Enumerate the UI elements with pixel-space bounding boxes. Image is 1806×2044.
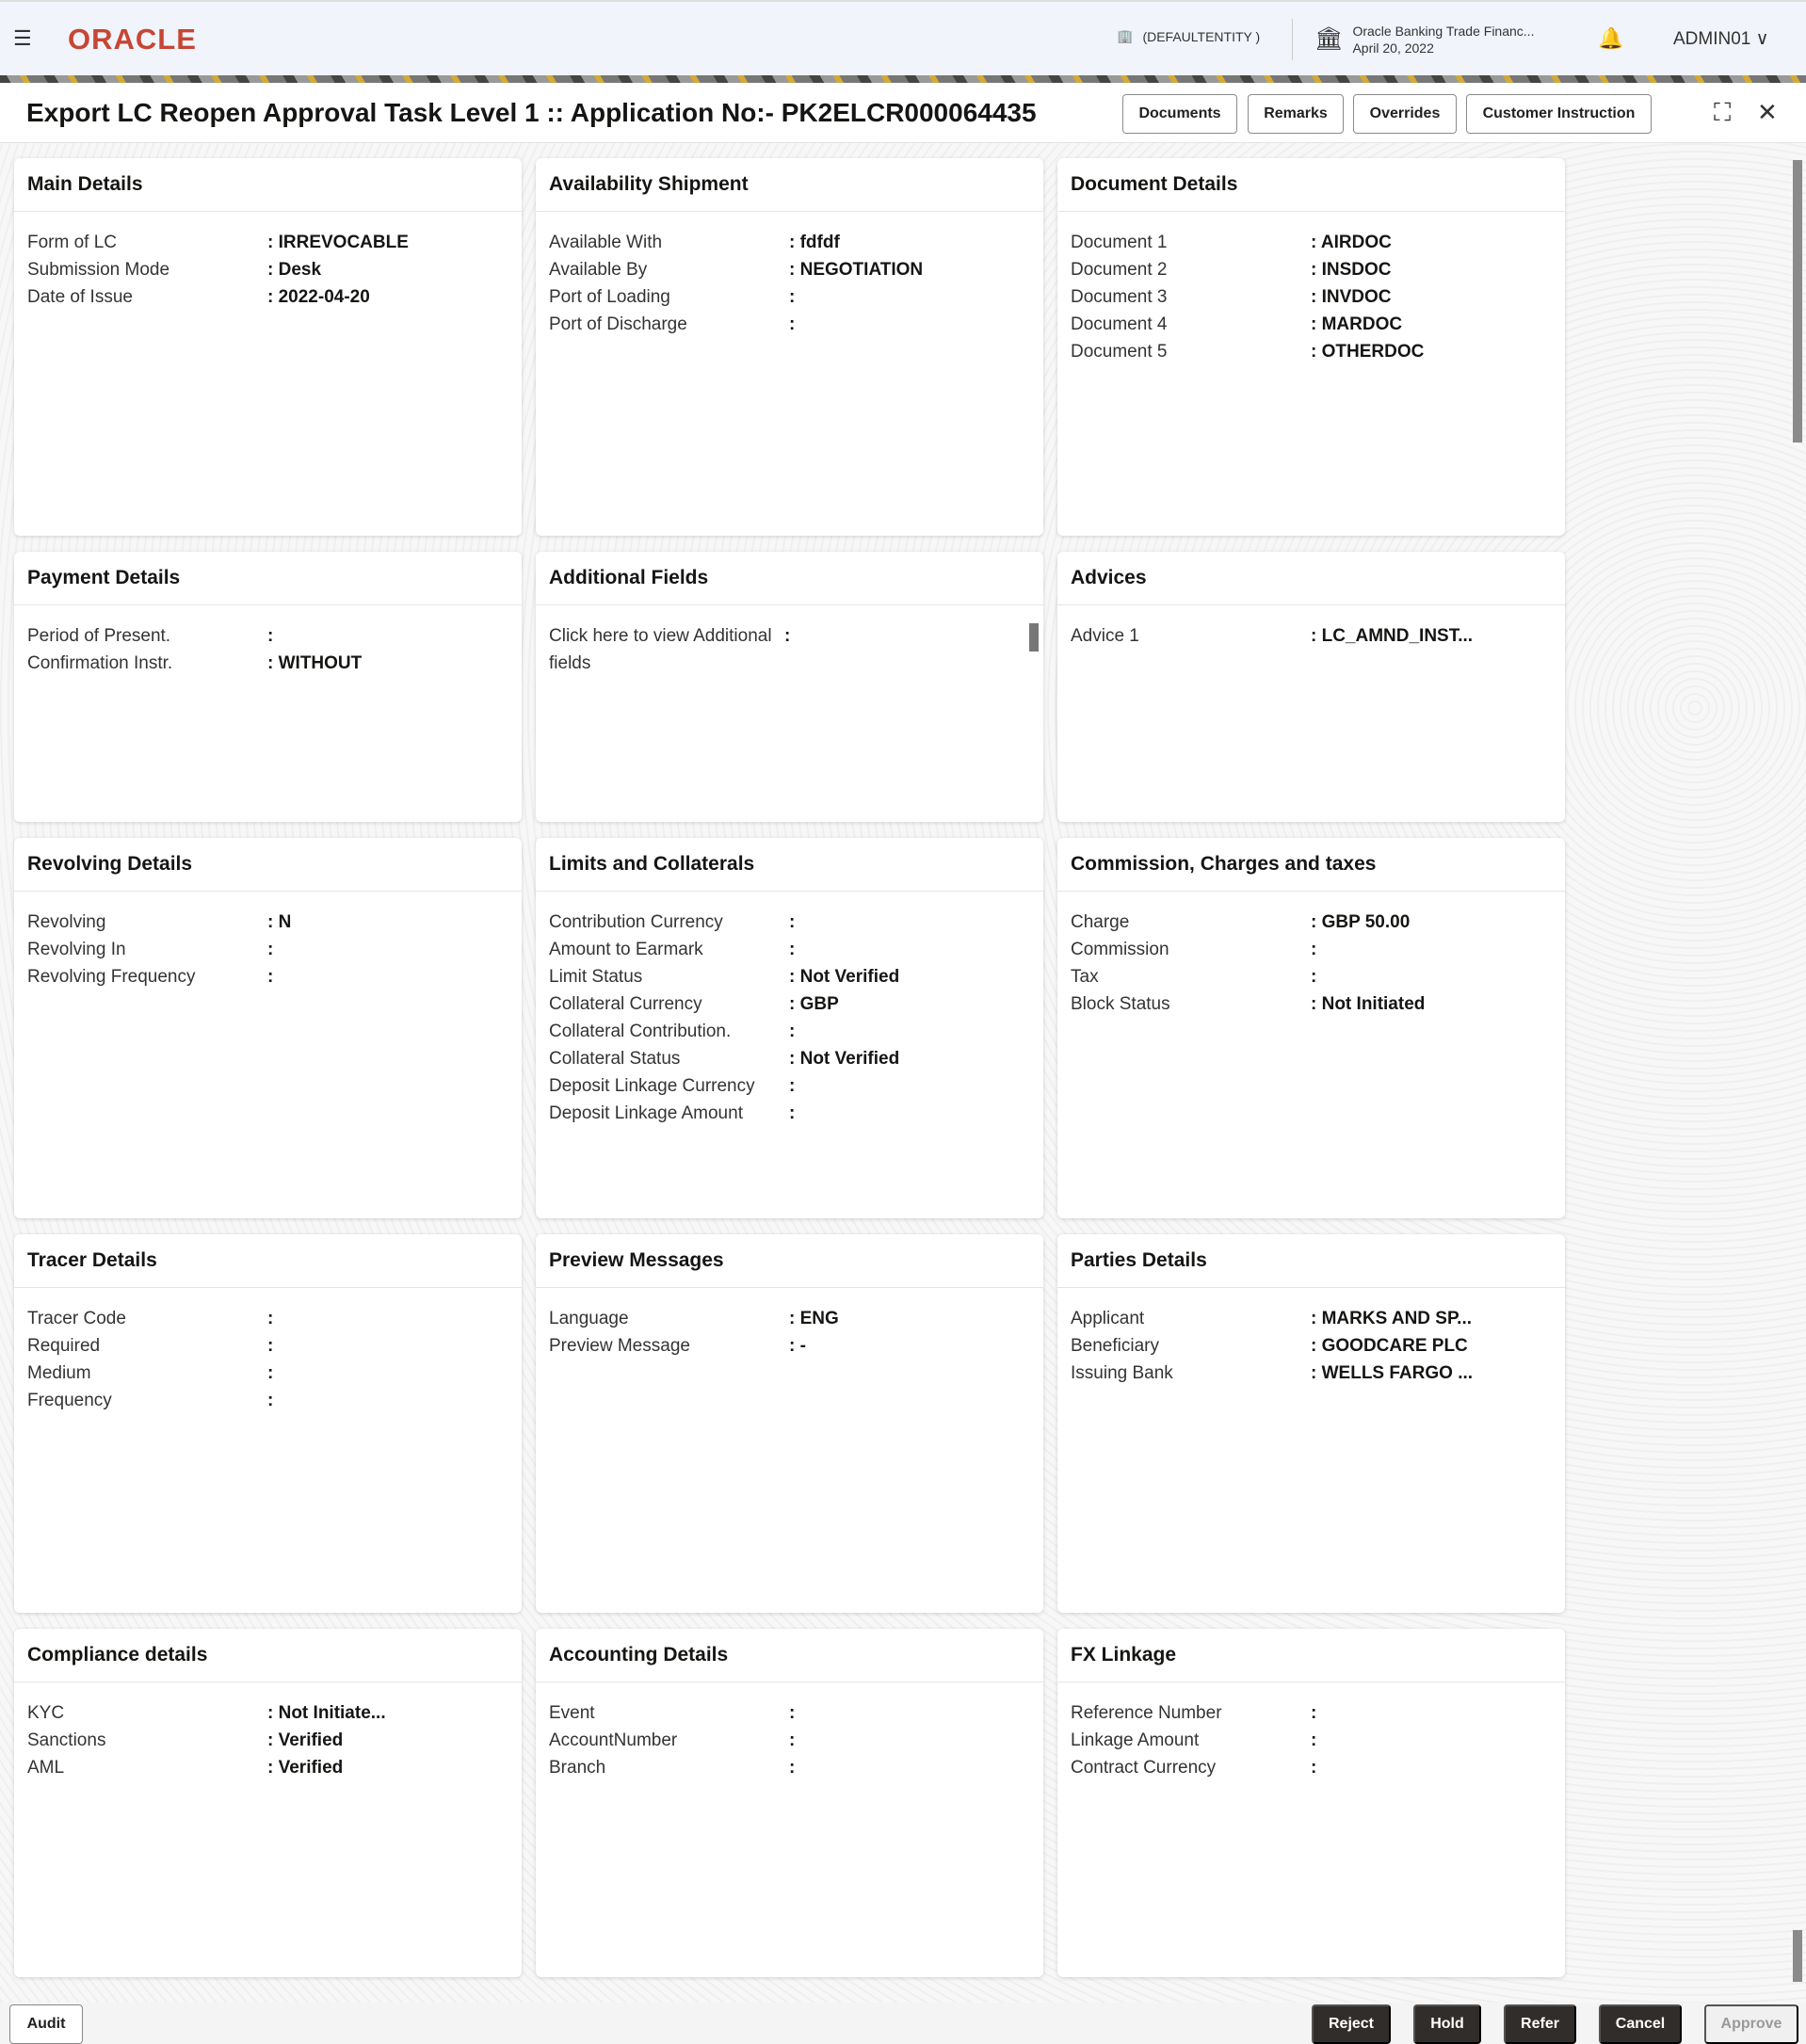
field-label: Document 4	[1071, 314, 1168, 334]
field-value: : AIRDOC	[1311, 233, 1392, 252]
field-label: Medium	[27, 1363, 91, 1383]
revolving-details-card	[14, 838, 522, 1218]
cancel-button[interactable]: Cancel	[1599, 2004, 1682, 2044]
field-row	[1071, 311, 1552, 338]
field-value: :	[1311, 940, 1317, 959]
field-row	[1071, 1332, 1552, 1360]
field-label: AccountNumber	[549, 1730, 678, 1750]
refer-button[interactable]: Refer	[1504, 2004, 1576, 2044]
field-label: Required	[27, 1336, 101, 1356]
field-row	[27, 650, 508, 677]
hold-button[interactable]: Hold	[1413, 2004, 1481, 2044]
field-value: :	[267, 940, 274, 959]
field-label: Document 5	[1071, 342, 1168, 362]
minimize-icon[interactable]: ⛶	[1714, 98, 1732, 126]
field-row[interactable]	[549, 622, 1030, 677]
field-label: Issuing Bank	[1071, 1363, 1173, 1383]
field-value: :	[267, 967, 274, 987]
commission-charges-and-taxes-card	[1057, 838, 1565, 1218]
customer-instruction-button[interactable]: Customer Instruction	[1466, 94, 1652, 134]
card-title: Commission, Charges and taxes	[1057, 838, 1565, 892]
document-details-card	[1057, 158, 1565, 536]
field-label: Preview Message	[549, 1336, 690, 1356]
card-title: Advices	[1057, 552, 1565, 605]
field-row	[549, 990, 1030, 1018]
approve-button[interactable]: Approve	[1704, 2004, 1798, 2044]
field-value: : Not Initiate...	[267, 1703, 386, 1723]
field-row	[1071, 256, 1552, 283]
field-value: :	[789, 940, 796, 959]
field-label: Linkage Amount	[1071, 1730, 1200, 1750]
field-value: : GOODCARE PLC	[1311, 1336, 1468, 1356]
field-label: KYC	[27, 1703, 65, 1723]
field-value: :	[789, 1730, 796, 1750]
field-value: :	[267, 1363, 274, 1383]
field-row	[549, 1727, 1030, 1754]
field-value: :	[789, 1076, 796, 1096]
field-value: :	[789, 912, 796, 932]
field-label: Amount to Earmark	[549, 940, 703, 959]
field-row	[549, 963, 1030, 990]
field-row	[549, 256, 1030, 283]
field-value: :	[789, 1703, 796, 1723]
field-label: Date of Issue	[27, 287, 133, 307]
user-name: ADMIN01	[1673, 29, 1751, 49]
field-label: Language	[549, 1309, 629, 1328]
field-value: : N	[267, 912, 292, 932]
field-value: : IRREVOCABLE	[267, 233, 409, 252]
card-title: Revolving Details	[14, 838, 522, 892]
card-title: Availability Shipment	[536, 158, 1043, 212]
field-row	[27, 909, 508, 936]
field-row	[27, 1305, 508, 1332]
field-row	[27, 1387, 508, 1414]
field-value: : INSDOC	[1311, 260, 1392, 280]
field-row	[549, 229, 1030, 256]
field-value: :	[1311, 1758, 1317, 1778]
field-label: Block Status	[1071, 994, 1170, 1014]
field-value: : Verified	[267, 1730, 344, 1750]
field-label: Document 3	[1071, 287, 1168, 307]
field-row	[27, 1727, 508, 1754]
field-value: : INVDOC	[1311, 287, 1392, 307]
field-label: Submission Mode	[27, 260, 170, 280]
field-label: Port of Loading	[549, 287, 670, 307]
field-row	[1071, 1727, 1552, 1754]
card-title: Document Details	[1057, 158, 1565, 212]
field-value: :	[1311, 967, 1317, 987]
cards-grid	[14, 158, 1565, 1977]
field-label: Period of Present.	[27, 626, 171, 646]
bank-name: Oracle Banking Trade Financ...	[1352, 24, 1535, 39]
user-menu[interactable]	[1673, 28, 1769, 50]
field-row	[27, 1332, 508, 1360]
card-title: Parties Details	[1057, 1234, 1565, 1288]
field-row	[27, 1360, 508, 1387]
hamburger-menu-icon[interactable]: ☰	[13, 26, 32, 50]
field-label: Limit Status	[549, 967, 643, 987]
field-row	[1071, 963, 1552, 990]
payment-details-card	[14, 552, 522, 822]
field-label: Advice 1	[1071, 626, 1139, 646]
field-value: :	[789, 1103, 796, 1123]
field-row	[27, 963, 508, 990]
business-date: April 20, 2022	[1352, 40, 1434, 56]
documents-button[interactable]: Documents	[1122, 94, 1237, 134]
limits-and-collaterals-card	[536, 838, 1043, 1218]
additional-fields-scrollbar[interactable]	[1028, 610, 1040, 668]
field-label[interactable]: Click here to view Additional fields	[549, 626, 772, 673]
field-value: : WELLS FARGO ...	[1311, 1363, 1474, 1383]
field-label: Contribution Currency	[549, 912, 723, 932]
field-value: : WITHOUT	[267, 653, 363, 673]
field-label: Charge	[1071, 912, 1130, 932]
field-row	[27, 1699, 508, 1727]
field-row	[27, 229, 508, 256]
banner-stripe	[0, 75, 1806, 83]
field-value: : -	[789, 1336, 806, 1356]
divider	[1292, 19, 1293, 60]
bank-info[interactable]	[1314, 23, 1534, 56]
field-value: :	[789, 287, 796, 307]
field-row	[1071, 1754, 1552, 1781]
field-value: :	[789, 1022, 796, 1041]
field-label: Available By	[549, 260, 648, 280]
advices-card	[1057, 552, 1565, 822]
field-row	[1071, 338, 1552, 365]
field-value: : MARKS AND SP...	[1311, 1309, 1473, 1328]
card-title: Compliance details	[14, 1629, 522, 1682]
card-title: Preview Messages	[536, 1234, 1043, 1288]
field-row	[1071, 1305, 1552, 1332]
field-value: : GBP 50.00	[1311, 912, 1411, 932]
field-label: Applicant	[1071, 1309, 1145, 1328]
field-value: : GBP	[789, 994, 839, 1014]
entity-label: (DEFAULTENTITY )	[1142, 28, 1261, 44]
field-row	[1071, 1360, 1552, 1387]
field-label: Event	[549, 1703, 595, 1723]
remarks-button[interactable]: Remarks	[1248, 94, 1344, 134]
notification-bell-icon[interactable]: 🔔	[1598, 26, 1624, 50]
field-value: : fdfdf	[789, 233, 840, 252]
field-row	[549, 1045, 1030, 1072]
field-value: :	[267, 1309, 274, 1328]
card-title: FX Linkage	[1057, 1629, 1565, 1682]
field-value: : Not Initiated	[1311, 994, 1426, 1014]
field-value: : Desk	[267, 260, 322, 280]
content-area	[0, 143, 1806, 2003]
field-value: : NEGOTIATION	[789, 260, 924, 280]
close-icon[interactable]: ✕	[1757, 98, 1778, 126]
field-row	[549, 1305, 1030, 1332]
tracer-details-card	[14, 1234, 522, 1613]
field-label: Beneficiary	[1071, 1336, 1159, 1356]
field-row	[549, 936, 1030, 963]
field-label: Confirmation Instr.	[27, 653, 173, 673]
card-title: Main Details	[14, 158, 522, 212]
field-row	[1071, 1699, 1552, 1727]
availability-shipment-card	[536, 158, 1043, 536]
card-title: Limits and Collaterals	[536, 838, 1043, 892]
card-title: Payment Details	[14, 552, 522, 605]
field-row	[549, 283, 1030, 311]
field-label: Revolving Frequency	[27, 967, 196, 987]
field-label: Deposit Linkage Amount	[549, 1103, 743, 1123]
field-row	[549, 909, 1030, 936]
reject-button[interactable]: Reject	[1312, 2004, 1391, 2044]
field-label: Deposit Linkage Currency	[549, 1076, 755, 1096]
field-label: Commission	[1071, 940, 1169, 959]
field-value: : OTHERDOC	[1311, 342, 1425, 362]
building-icon: 🏢	[1117, 28, 1134, 43]
field-row	[27, 936, 508, 963]
field-label: Reference Number	[1071, 1703, 1222, 1723]
compliance-details-card	[14, 1629, 522, 1977]
field-row	[1071, 936, 1552, 963]
field-value: :	[789, 1758, 796, 1778]
card-title: Tracer Details	[14, 1234, 522, 1288]
field-label: Available With	[549, 233, 663, 252]
top-bar	[0, 0, 1806, 75]
field-label: Port of Discharge	[549, 314, 687, 334]
field-row	[1071, 990, 1552, 1018]
overrides-button[interactable]: Overrides	[1353, 94, 1457, 134]
oracle-logo: ORACLE	[68, 23, 197, 56]
field-row	[27, 256, 508, 283]
title-bar	[0, 83, 1806, 143]
field-value: : 2022-04-20	[267, 287, 370, 307]
field-row	[549, 311, 1030, 338]
field-label: Collateral Contribution.	[549, 1022, 732, 1041]
page-scrollbar[interactable]	[1793, 151, 1802, 2001]
bank-icon: 🏛	[1314, 26, 1344, 52]
field-row	[549, 1072, 1030, 1100]
chevron-down-icon: ∨	[1755, 29, 1769, 49]
audit-button[interactable]: Audit	[9, 2004, 83, 2044]
field-value: :	[784, 626, 791, 646]
field-value: :	[267, 1336, 274, 1356]
field-label: Contract Currency	[1071, 1758, 1217, 1778]
field-row	[549, 1699, 1030, 1727]
field-row	[1071, 229, 1552, 256]
field-value: :	[267, 1391, 274, 1410]
field-label: AML	[27, 1758, 65, 1778]
field-row	[1071, 283, 1552, 311]
field-value: : Not Verified	[789, 967, 900, 987]
field-row	[549, 1100, 1030, 1127]
field-label: Revolving	[27, 912, 106, 932]
field-label: Sanctions	[27, 1730, 106, 1750]
field-label: Form of LC	[27, 233, 118, 252]
field-row	[549, 1754, 1030, 1781]
preview-messages-card	[536, 1234, 1043, 1613]
entity-selector[interactable]	[1117, 28, 1260, 44]
field-value: : MARDOC	[1311, 314, 1403, 334]
field-value: :	[1311, 1703, 1317, 1723]
field-row	[1071, 622, 1552, 650]
field-value: :	[1311, 1730, 1317, 1750]
field-row	[549, 1018, 1030, 1045]
field-label: Document 2	[1071, 260, 1168, 280]
field-value: : ENG	[789, 1309, 839, 1328]
field-value: : Verified	[267, 1758, 344, 1778]
card-title: Accounting Details	[536, 1629, 1043, 1682]
field-row	[27, 622, 508, 650]
field-label: Tax	[1071, 967, 1099, 987]
field-label: Collateral Status	[549, 1049, 681, 1069]
field-row	[27, 283, 508, 311]
fx-linkage-card	[1057, 1629, 1565, 1977]
field-label: Revolving In	[27, 940, 126, 959]
additional-fields-card	[536, 552, 1043, 822]
page-title: Export LC Reopen Approval Task Level 1 :: Application No:- PK2ELCR000064435	[26, 98, 1037, 127]
field-row	[27, 1754, 508, 1781]
field-label: Frequency	[27, 1391, 112, 1410]
field-row	[1071, 909, 1552, 936]
card-title: Additional Fields	[536, 552, 1043, 605]
field-label: Document 1	[1071, 233, 1168, 252]
field-value: :	[789, 314, 796, 334]
field-value: : LC_AMND_INST...	[1311, 626, 1474, 646]
main-details-card	[14, 158, 522, 536]
field-value: : Not Verified	[789, 1049, 900, 1069]
field-value: :	[267, 626, 274, 646]
accounting-details-card	[536, 1629, 1043, 1977]
field-label: Branch	[549, 1758, 606, 1778]
field-row	[549, 1332, 1030, 1360]
field-label: Collateral Currency	[549, 994, 702, 1014]
parties-details-card	[1057, 1234, 1565, 1613]
field-label: Tracer Code	[27, 1309, 126, 1328]
